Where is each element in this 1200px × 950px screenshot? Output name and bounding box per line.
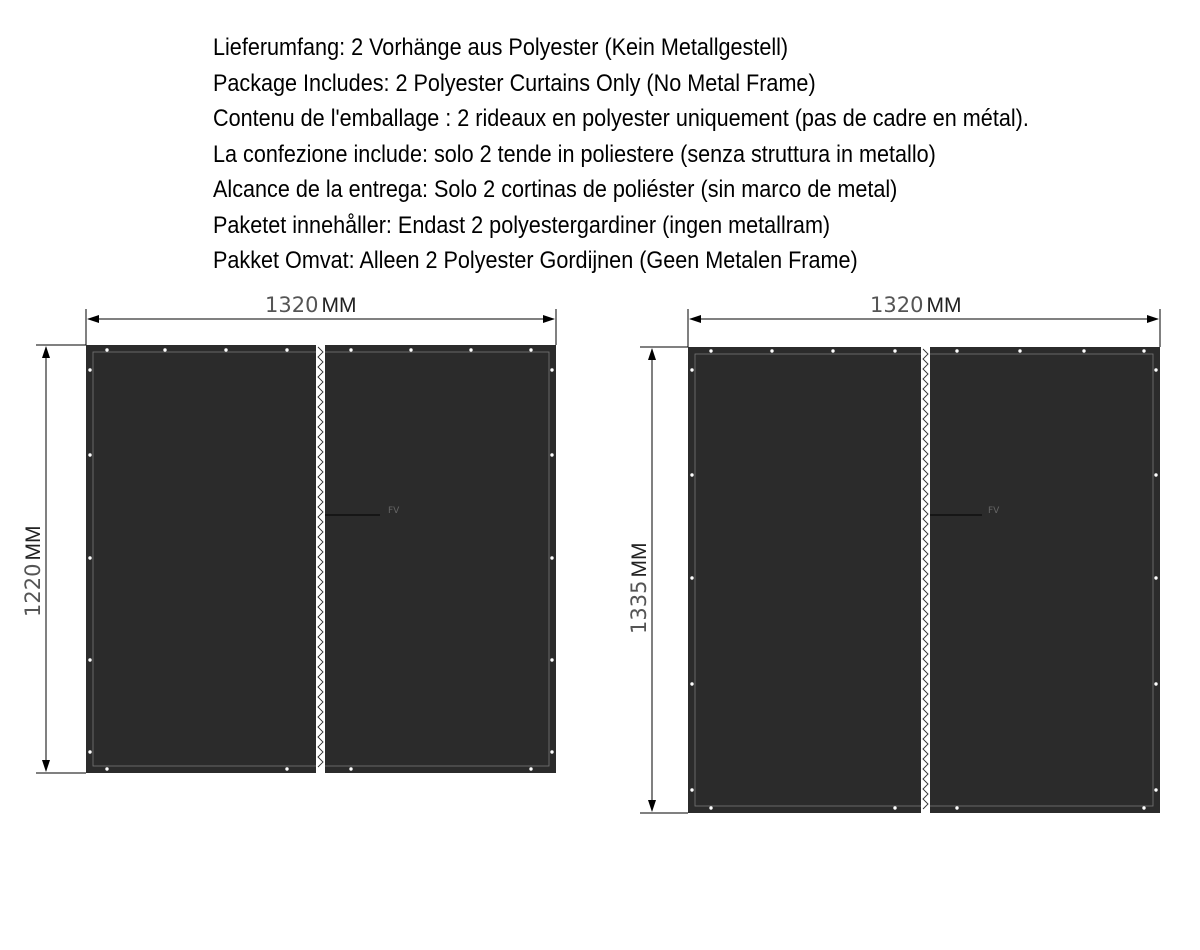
grommet: [955, 349, 958, 352]
grommet: [285, 348, 288, 351]
header-line-es: Alcance de la entrega: Solo 2 cortinas de poliéster (sin marco de metal): [213, 176, 898, 203]
grommet: [1142, 349, 1145, 352]
left-height-label: 1220MM: [21, 525, 45, 617]
grommet: [550, 368, 553, 371]
grommet: [709, 806, 712, 809]
grommet: [285, 767, 288, 770]
grommet: [955, 806, 958, 809]
grommet: [88, 556, 91, 559]
right-curtain-drawing: [627, 293, 1160, 813]
grommet: [163, 348, 166, 351]
grommet: [690, 682, 693, 685]
grommet: [88, 750, 91, 753]
grommet: [529, 767, 532, 770]
grommet: [88, 368, 91, 371]
header-line-nl: Pakket Omvat: Alleen 2 Polyester Gordijnen (Geen Metalen Frame): [213, 247, 858, 274]
grommet: [105, 348, 108, 351]
header-line-it: La confezione include: solo 2 tende in poliestere (senza struttura in metallo): [213, 140, 936, 168]
grommet: [469, 348, 472, 351]
grommet: [550, 556, 553, 559]
grommet: [224, 348, 227, 351]
grommet: [529, 348, 532, 351]
grommet: [893, 349, 896, 352]
grommet: [1154, 576, 1157, 579]
grommet: [690, 368, 693, 371]
grommet: [550, 453, 553, 456]
header-line-sv: Paketet innehåller: Endast 2 polyestergardiner (ingen metallram): [213, 211, 831, 239]
grommet: [893, 806, 896, 809]
grommet: [88, 658, 91, 661]
grommet: [690, 473, 693, 476]
grommet: [349, 767, 352, 770]
grommet: [1018, 349, 1021, 352]
grommet: [550, 658, 553, 661]
grommet: [88, 453, 91, 456]
grommet: [690, 576, 693, 579]
header-line-fr: Contenu de l'emballage : 2 rideaux en polyester uniquement (pas de cadre en métal).: [213, 105, 1029, 132]
right-center-label: FV: [988, 506, 1000, 516]
grommet: [349, 348, 352, 351]
grommet: [831, 349, 834, 352]
header-line-de: Lieferumfang: 2 Vorhänge aus Polyester (Kein Metallgestell): [213, 34, 789, 61]
grommet: [1154, 368, 1157, 371]
header-line-en: Package Includes: 2 Polyester Curtains Only (No Metal Frame): [213, 69, 816, 97]
grommet: [690, 788, 693, 791]
grommet: [1082, 349, 1085, 352]
grommet: [1154, 788, 1157, 791]
right-width-label: 1320 MM: [870, 293, 962, 317]
grommet: [1142, 806, 1145, 809]
left-center-label: FV: [388, 506, 400, 516]
grommet: [709, 349, 712, 352]
left-width-label: 1320 MM: [265, 293, 357, 317]
grommet: [1154, 473, 1157, 476]
grommet: [550, 750, 553, 753]
grommet: [409, 348, 412, 351]
grommet: [1154, 682, 1157, 685]
grommet: [105, 767, 108, 770]
left-curtain-drawing: [21, 293, 556, 773]
grommet: [770, 349, 773, 352]
right-height-label: 1335MM: [627, 542, 651, 634]
